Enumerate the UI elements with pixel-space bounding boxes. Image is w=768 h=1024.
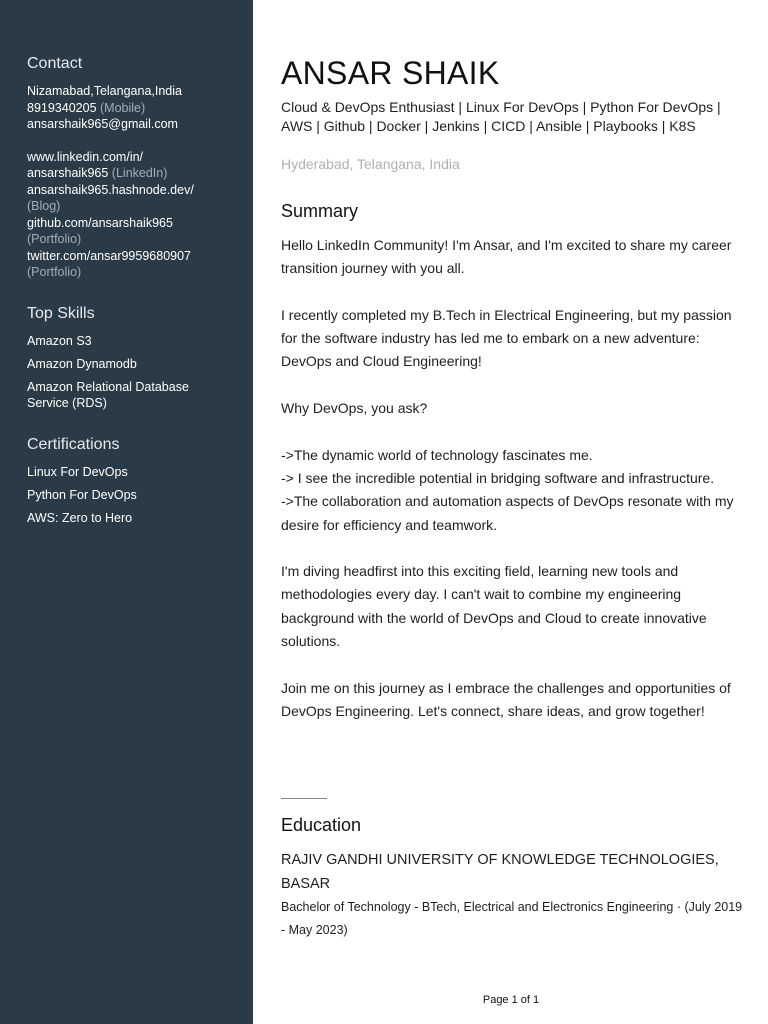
summary-body <box>281 234 743 747</box>
linkedin-link-line-1[interactable]: www.linkedin.com/in/ <box>27 149 144 164</box>
profile-location: Hyderabad, Telangana, India <box>281 156 460 172</box>
summary-paragraph: Hello LinkedIn Community! I'm Ansar, and I'm excited to share my career transition journey with you all. <box>281 237 732 277</box>
contact-location: Nizamabad,Telangana,India <box>27 84 182 98</box>
blog-tag: (Blog) <box>27 199 61 213</box>
contact-heading: Contact <box>27 55 83 72</box>
section-divider <box>281 798 327 799</box>
phone-tag: (Mobile) <box>100 100 146 115</box>
certification-item: AWS: Zero to Hero <box>27 510 133 525</box>
summary-paragraph: Join me on this journey as I embrace the challenges and opportunities of DevOps Engineering. Let's connect, share ideas, and grow together! <box>281 679 731 719</box>
profile-name: ANSAR SHAIK <box>281 55 500 91</box>
skill-item: Amazon Dynamodb <box>27 356 137 371</box>
certification-item: Python For DevOps <box>27 487 137 502</box>
summary-paragraph: Why DevOps, you ask? <box>281 400 428 417</box>
linkedin-tag: (LinkedIn) <box>111 166 168 180</box>
education-title: Education <box>281 815 362 835</box>
certifications-section <box>27 436 233 527</box>
profile-headline: Cloud & DevOps Enthusiast | Linux For DevOps | Python For DevOps | AWS | Github | Docker | Jenkins | CICD | Ansible | Playbooks | K8S <box>281 99 721 134</box>
contact-section <box>27 55 233 281</box>
skills-heading: Top Skills <box>27 304 95 322</box>
education-degree: Bachelor of Technology - BTech, Electrical and Electronics Engineering · (July 2019 - May 2023) <box>281 900 743 937</box>
github-link[interactable]: github.com/ansarshaik965 <box>27 215 173 230</box>
twitter-link[interactable]: twitter.com/ansar9959680907 <box>27 248 191 263</box>
contact-email[interactable]: ansarshaik965@gmail.com <box>27 117 178 131</box>
summary-paragraph: I'm diving headfirst into this exciting field, learning new tools and methodologies every day. I can't wait to combine my engineering background with the world of DevOps and Cloud to create innovative solutions. <box>281 563 707 650</box>
summary-bullet: ->The collaboration and automation aspects of DevOps resonate with my desire for efficiency and teamwork. <box>281 493 734 533</box>
certification-item: Linux For DevOps <box>27 464 128 479</box>
linkedin-link-line-2[interactable] <box>27 165 233 182</box>
contact-phone <box>27 100 233 117</box>
linkedin-handle[interactable]: ansarshaik965 <box>27 166 109 180</box>
skill-item: Amazon S3 <box>27 333 92 348</box>
phone-number: 8919340205 <box>27 100 97 115</box>
certifications-heading: Certifications <box>27 435 120 453</box>
sidebar <box>0 0 253 1024</box>
blog-link[interactable]: ansarshaik965.hashnode.dev/ <box>27 182 194 197</box>
summary-title: Summary <box>281 201 359 221</box>
summary-paragraph: I recently completed my B.Tech in Electrical Engineering, but my passion for the software industry has led me to embark on a new adventure: DevOps and Cloud Engineering! <box>281 306 732 370</box>
summary-paragraph <box>281 444 743 537</box>
page-footer: Page 1 of 1 <box>482 994 540 1006</box>
skills-section <box>27 305 233 412</box>
github-tag: (Portfolio) <box>27 232 82 246</box>
summary-bullet: ->The dynamic world of technology fascinates me. <box>281 446 593 463</box>
summary-bullet: -> I see the incredible potential in bridging software and infrastructure. <box>281 469 715 486</box>
twitter-tag: (Portfolio) <box>27 265 82 279</box>
education-school: RAJIV GANDHI UNIVERSITY OF KNOWLEDGE TECHNOLOGIES, BASAR <box>281 852 719 892</box>
skill-item: Amazon Relational Database Service (RDS) <box>27 379 189 410</box>
